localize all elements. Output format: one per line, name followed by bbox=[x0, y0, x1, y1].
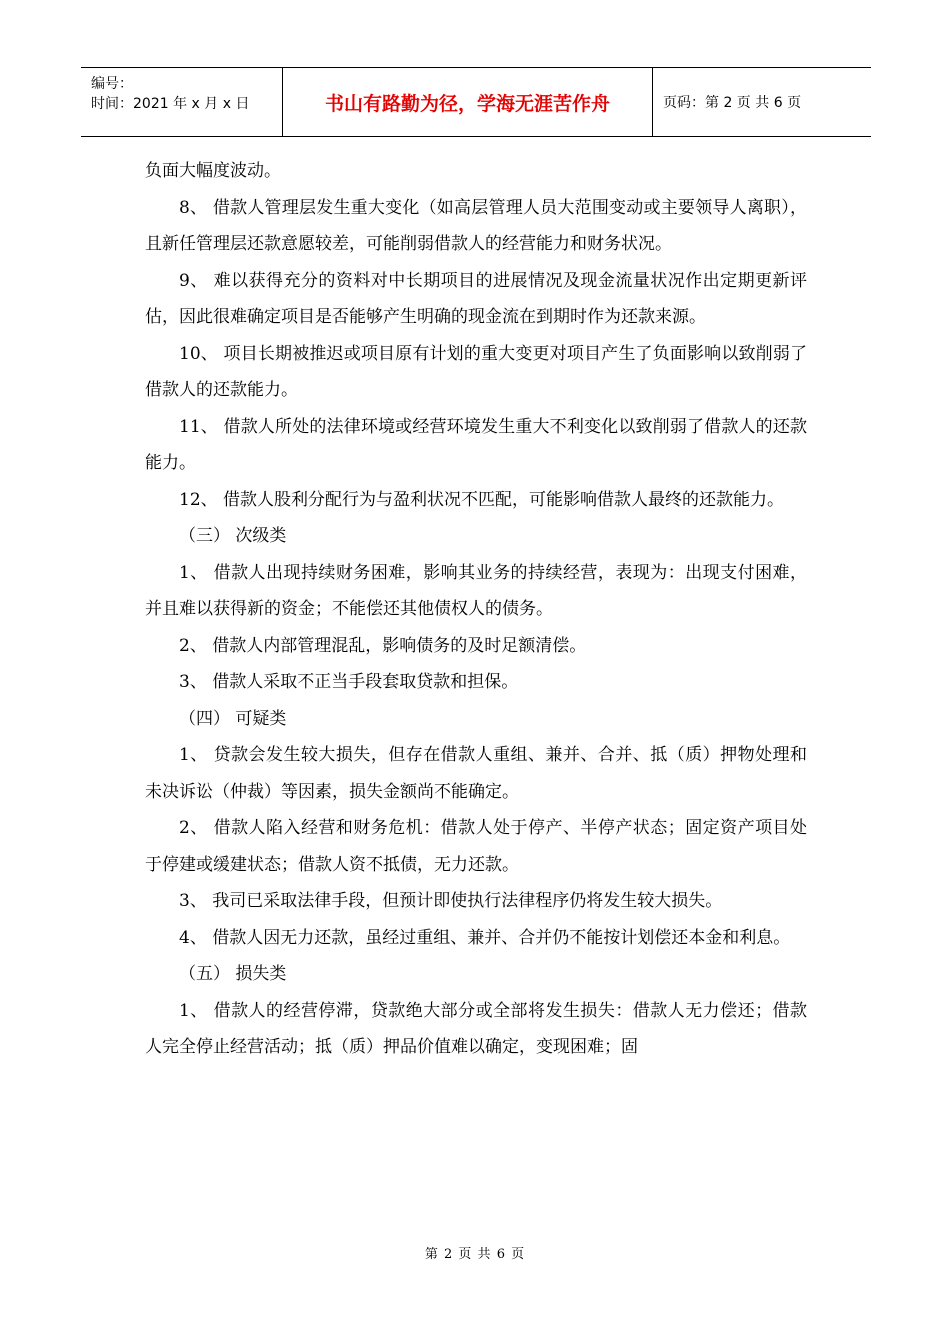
paragraph: 1、 借款人的经营停滞，贷款绝大部分或全部将发生损失：借款人无力偿还；借款人完全停止经营活动；抵（质）押品价值难以确定，变现困难；固 bbox=[145, 1000, 807, 1057]
paragraph: 1、 借款人出现持续财务困难，影响其业务的持续经营，表现为：出现支付困难，并且难以获得新的资金；不能偿还其他债权人的债务。 bbox=[145, 562, 807, 619]
paragraph: 1、 贷款会发生较大损失，但存在借款人重组、兼并、合并、抵（质）押物处理和未决诉讼（仲裁）等因素，损失金额尚不能确定。 bbox=[145, 745, 807, 802]
header-page-info: 页码：第 2 页 共 6 页 bbox=[663, 95, 802, 111]
section-heading: （三） 次级类 bbox=[179, 526, 287, 546]
header-motto: 书山有路勤为径，学海无涯苦作舟 bbox=[283, 68, 653, 136]
section-heading: （五） 损失类 bbox=[179, 964, 287, 984]
paragraph: 8、 借款人管理层发生重大变化（如高层管理人员大范围变动或主要领导人离职），且新任管理层还款意愿较差，可能削弱借款人的经营能力和财务状况。 bbox=[145, 197, 807, 254]
document-date: 时间：2021 年 x 月 x 日 bbox=[91, 96, 250, 112]
paragraph: 2、 借款人内部管理混乱，影响债务的及时足额清偿。 bbox=[179, 635, 587, 656]
paragraph: 负面大幅度波动。 bbox=[145, 161, 281, 181]
paragraph: 11、 借款人所处的法律环境或经营环境发生重大不利变化以致削弱了借款人的还款能力。 bbox=[145, 416, 807, 473]
document-body bbox=[145, 153, 807, 1066]
header-meta bbox=[81, 68, 283, 136]
document-number-label: 编号： bbox=[91, 76, 133, 92]
paragraph: 2、 借款人陷入经营和财务危机：借款人处于停产、半停产状态；固定资产项目处于停建或缓建状态；借款人资不抵债，无力还款。 bbox=[145, 818, 807, 875]
paragraph: 9、 难以获得充分的资料对中长期项目的进展情况及现金流量状况作出定期更新评估，因此很难确定项目是否能够产生明确的现金流在到期时作为还款来源。 bbox=[145, 270, 807, 327]
paragraph: 3、 借款人采取不正当手段套取贷款和担保。 bbox=[179, 672, 519, 692]
paragraph: 10、 项目长期被推迟或项目原有计划的重大变更对项目产生了负面影响以致削弱了借款人的还款能力。 bbox=[145, 343, 807, 400]
section-heading: （四） 可疑类 bbox=[179, 708, 287, 729]
paragraph: 12、 借款人股利分配行为与盈利状况不匹配，可能影响借款人最终的还款能力。 bbox=[179, 489, 785, 510]
paragraph: 3、 我司已采取法律手段，但预计即使执行法律程序仍将发生较大损失。 bbox=[179, 891, 723, 911]
page-header bbox=[81, 67, 871, 137]
paragraph: 4、 借款人因无力还款，虽经过重组、兼并、合并仍不能按计划偿还本金和利息。 bbox=[179, 927, 791, 948]
page-footer: 第 2 页 共 6 页 bbox=[424, 1247, 526, 1262]
